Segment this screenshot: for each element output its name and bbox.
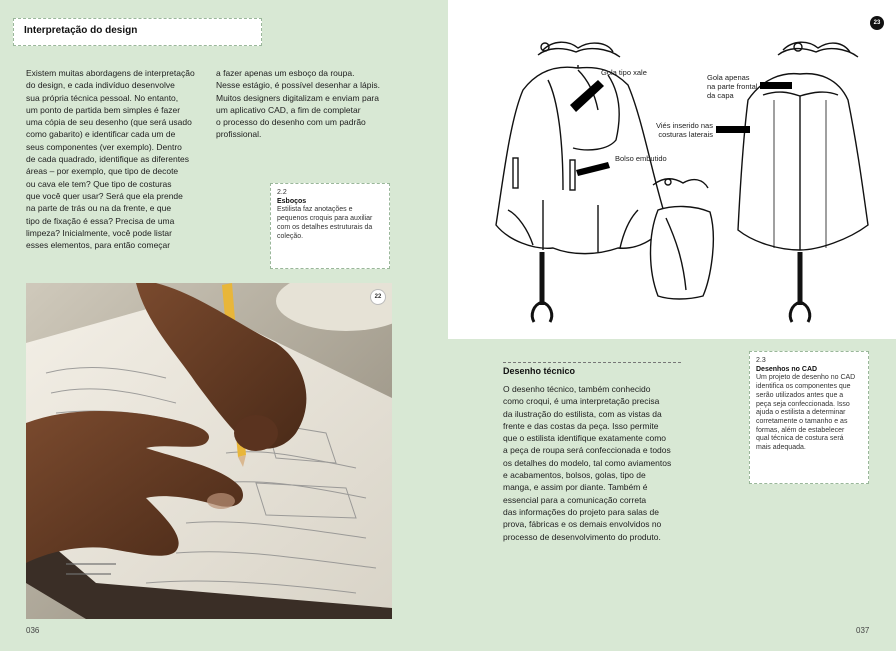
page-number-left: 036: [26, 626, 40, 635]
caption-cad-title: Desenhos no CAD: [756, 365, 818, 373]
page-number-right: 037: [856, 626, 870, 635]
caption-text: Estilista faz anotações e pequenos croquis para auxiliar com os detalhes estruturais da coleção.: [277, 206, 373, 240]
body-text-column-2: a fazer apenas um esboço da roupa. Nesse estágio, é possível desenhar a lápis. Muitos designers digitalizam e enviam para um aplicativo CAD, a fim de completar o processo do desenho com um padrão profissional.: [216, 68, 380, 140]
figure-badge: 23: [870, 16, 884, 30]
section-divider: [503, 362, 681, 363]
technical-drawing-panel: [448, 0, 896, 339]
section-title: Interpretação do design: [24, 25, 138, 36]
caption-cad-number: 2.3: [756, 357, 766, 364]
caption-cad-text: Um projeto de desenho no CAD identifica os componentes que serão utilizados antes que a peça seja confeccionada. Isso ajuda o estilista a determinar corretamente o tamanho e as formas, além de estabelecer qual técnica de costura será mais adequada.: [756, 374, 856, 452]
label-vies: Viés inserido nas costuras laterais: [656, 121, 713, 139]
caption-box-sketches: [270, 183, 390, 269]
caption-title: Esboços: [277, 197, 307, 205]
label-gola-xale: Gola tipo xale: [601, 68, 647, 77]
sketching-photo-illustration: [26, 283, 392, 619]
section-title-box: [13, 18, 262, 46]
caption-box-cad: [749, 351, 869, 484]
caption-number: 2.2: [277, 189, 287, 196]
desenho-tecnico-title: Desenho técnico: [503, 366, 576, 376]
sketching-photo: [26, 283, 392, 619]
label-gola-frontal: Gola apenas na parte frontal da capa: [707, 73, 758, 100]
technical-drawing-illustration: [448, 0, 896, 339]
label-bolso: Bolso embutido: [615, 154, 667, 163]
desenho-tecnico-text: O desenho técnico, também conhecido como croqui, é uma interpretação precisa da ilustração do estilista, com as vistas da frente e das costas da peça. Isso permite que o estilista identifique exatamente como a peça de roupa será confeccionada e todos os detalhes do modelo, tal como aviamentos e acabamentos, bolsos, golas, tipo de manga, e assim por diante. Também é essencial para a comunicação correta das informações do projeto para salas de prova, fábricas e os demais envolvidos no processo de desenvolvimento do produto.: [503, 384, 672, 542]
body-text-column-1: Existem muitas abordagens de interpretação do design, e cada indivíduo desenvolve sua própria técnica pessoal. No entanto, um ponto de partida bem simples é fazer uma cópia de seu desenho (que será usado como gabarito) e identificar cada um de seus componentes (ver exemplo). Dentro de cada quadrado, identifique as diferentes áreas – por exemplo, que tipo de decote ou cava ele tem? Que tipo de costuras que você quer usar? Será que ela prende na parte de trás ou na da frente, e que tipo de fixação é essa? Precisa de uma limpeza? Inicialmente, você pode listar esses elementos, para então começar: [26, 68, 195, 251]
photo-badge: 22: [370, 289, 386, 305]
